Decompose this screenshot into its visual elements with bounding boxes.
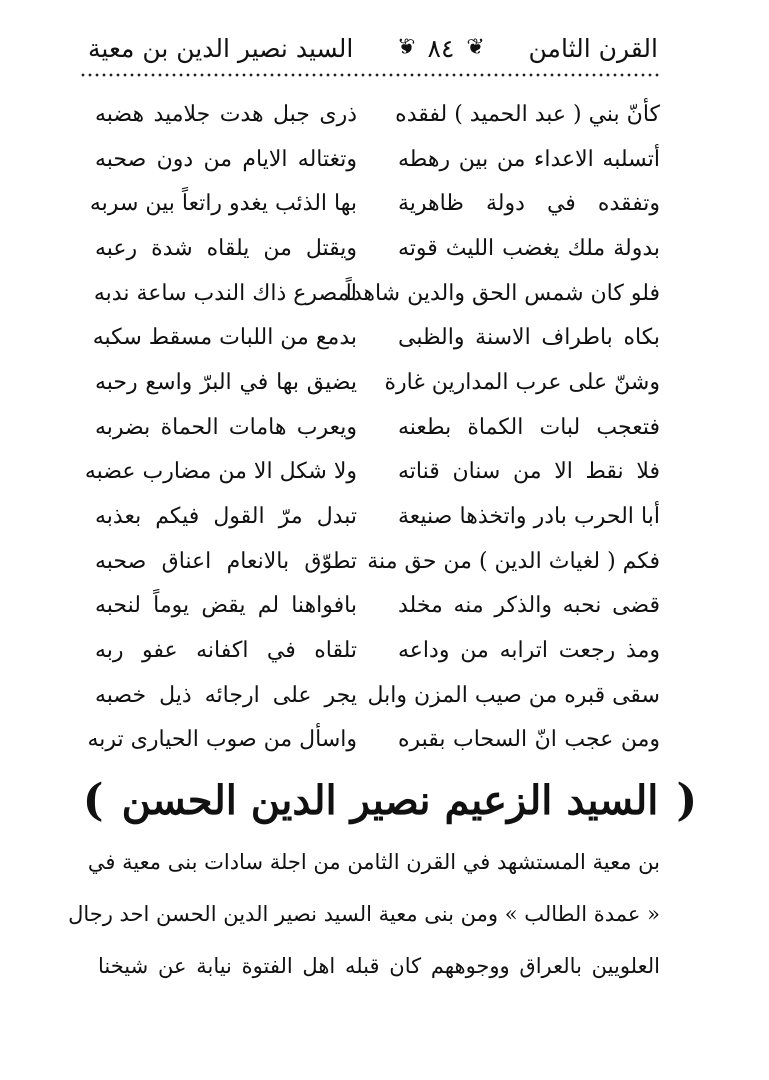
verse-first-hemistich: بكاه باطراف الاسنة والظبى: [398, 325, 660, 351]
verse-second-hemistich: بدمع من اللبات مسقط سكبه: [92, 325, 357, 351]
verse-first-hemistich: وتفقده في دولة ظاهرية: [398, 191, 660, 217]
poem-verse: [87, 718, 660, 763]
verse-second-hemistich: ولا شكل الا من مضارب عضبه: [84, 459, 357, 485]
verse-first-hemistich: فتعجب لبات الكماة بطعنه: [398, 414, 660, 440]
verse-first-hemistich: كأنّ بني ( عبد الحميد ) لفقده: [395, 101, 660, 127]
verse-second-hemistich: ويعرب هامات الحماة بضربه: [95, 414, 357, 440]
verse-second-hemistich: ذرى جبل هدت جلاميد هضبه: [95, 101, 357, 127]
verse-second-hemistich: تلقاه في اكفانه عفو ربه: [95, 638, 357, 664]
poem-verse: [92, 315, 660, 360]
verse-first-hemistich: ومذ رجعت اترابه من وداعه: [398, 638, 660, 664]
poem-verse: [95, 226, 660, 271]
page-number-group: [397, 34, 485, 63]
verse-first-hemistich: فلا نقط الا من سنان قناته: [398, 459, 660, 485]
verse-second-hemistich: بافواهنا لم يقض يوماً لنحبه: [95, 593, 357, 619]
poem-verse: [95, 405, 660, 450]
verse-second-hemistich: يجر على ارجائه ذيل خصبه: [95, 682, 357, 708]
ornament-right-icon: ❦: [466, 35, 485, 60]
poem-verse: [95, 628, 660, 673]
poem-verse: [95, 673, 660, 718]
verse-second-hemistich: بها الذئب يغدو راتعاً بين سربه: [89, 191, 357, 217]
body-line: « عمدة الطالب » ومن بنى معية السيد نصير الدين الحسن احد رجال: [68, 902, 660, 926]
verse-second-hemistich: تطوّق بالانعام اعناق صحبه: [95, 548, 357, 574]
verse-second-hemistich: واسأل من صوب الحيارى تربه: [87, 727, 357, 753]
body-line: العلويين بالعراق ووجوههم كان قبله اهل الفتوة نيابة عن شيخنا: [98, 954, 660, 978]
running-header: [88, 28, 658, 68]
poem-verse: [95, 494, 660, 539]
poem-verse: [95, 137, 660, 182]
body-text: [68, 836, 660, 992]
verse-first-hemistich: وشنّ على عرب المدارين غارة: [384, 369, 660, 395]
poem-verse: [95, 271, 660, 316]
header-subject: السيد نصير الدين بن معية: [88, 33, 354, 63]
verse-first-hemistich: أتسلبه الاعداء من بين رهطه: [398, 146, 660, 172]
poem-verse: [95, 92, 660, 137]
verse-first-hemistich: فكم ( لغياث الدين ) من حق منة: [367, 548, 660, 574]
poem-verse: [95, 539, 660, 584]
poem-verse: [95, 584, 660, 629]
ornament-left-icon: ❦: [397, 35, 416, 60]
verse-first-hemistich: فلو كان شمس الحق والدين شاهداً: [345, 280, 660, 306]
poem-verse: [89, 181, 660, 226]
section-title: [82, 768, 698, 832]
poem-verse: [84, 450, 660, 495]
title-paren-open: (: [676, 774, 698, 826]
verse-first-hemistich: أبا الحرب بادر واتخذها صنيعة: [398, 504, 660, 530]
verse-second-hemistich: يضيق بها في البرّ واسع رحبه: [95, 369, 357, 395]
poem-verse: [95, 360, 660, 405]
verse-second-hemistich: لمصرع ذاك الندب ساعة ندبه: [93, 280, 357, 306]
page-number: ٨٤: [427, 33, 455, 63]
verse-first-hemistich: سقى قبره من صيب المزن وابل: [367, 682, 660, 708]
verse-first-hemistich: قضى نحبه والذكر منه مخلد: [398, 593, 660, 619]
verse-second-hemistich: وتغتاله الايام من دون صحبه: [95, 146, 357, 172]
verse-first-hemistich: بدولة ملك يغضب الليث قوته: [398, 235, 660, 261]
header-divider: [80, 72, 660, 78]
poem: [84, 92, 660, 762]
verse-first-hemistich: ومن عجب انّ السحاب بقبره: [398, 727, 660, 753]
verse-second-hemistich: ويقتل من يلقاه شدة رعبه: [95, 235, 357, 261]
title-paren-close: ): [82, 774, 104, 826]
body-line: بن معية المستشهد في القرن الثامن من اجلة سادات بنى معية في: [87, 850, 660, 874]
verse-second-hemistich: تبدل مرّ القول فيكم بعذبه: [95, 504, 357, 530]
header-chapter: القرن الثامن: [528, 33, 658, 63]
section-title-text: السيد الزعيم نصير الدين الحسن: [121, 776, 659, 824]
